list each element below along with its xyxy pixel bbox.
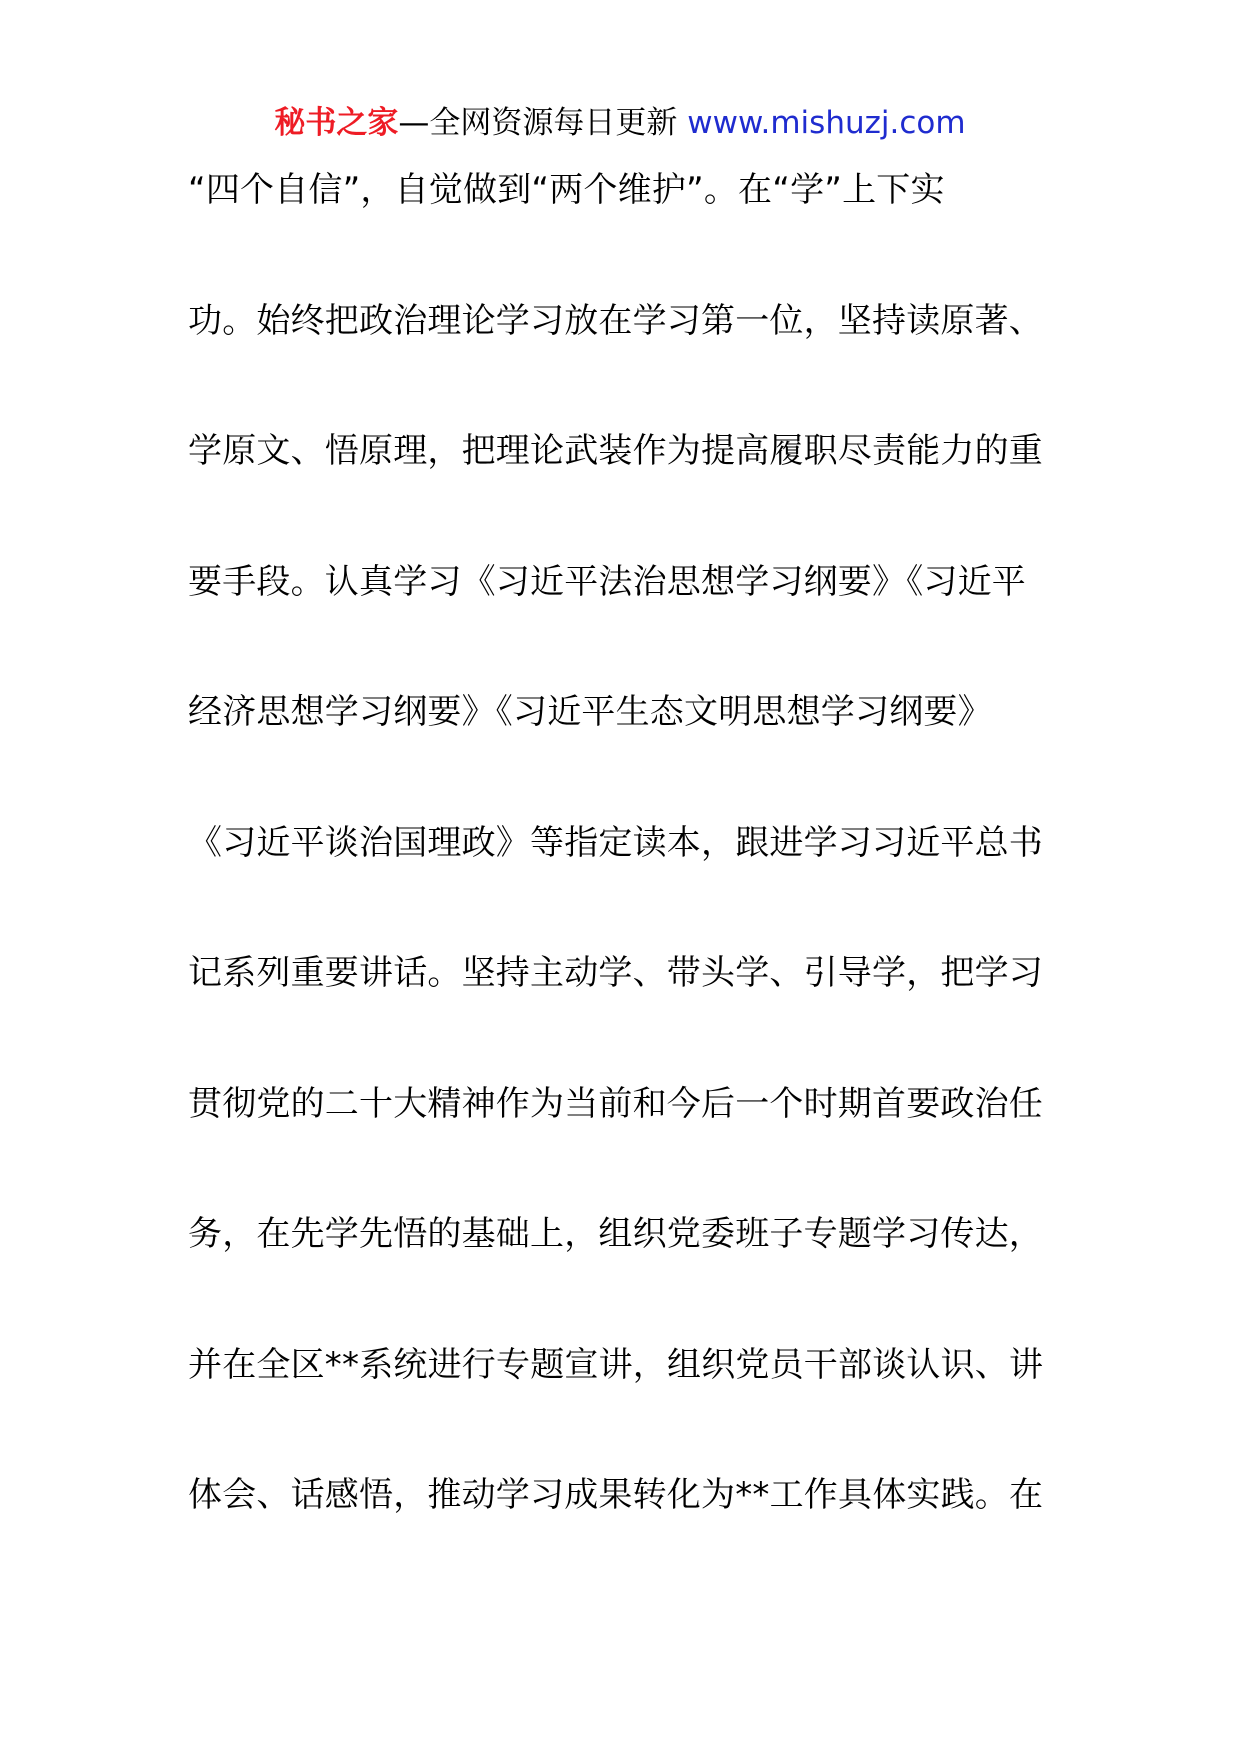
body-line: 《习近平谈治国理政》等指定读本，跟进学习习近平总书 xyxy=(188,822,1043,863)
body-line: 学原文、悟原理，把理论武装作为提高履职尽责能力的重 xyxy=(188,431,1043,471)
page-header xyxy=(0,98,1240,148)
body-line: 要手段。认真学习《习近平法治思想学习纲要》《习近平 xyxy=(188,561,1026,602)
body-line: 务，在先学先悟的基础上，组织党委班子专题学习传达， xyxy=(188,1214,1043,1254)
body-line: 体会、话感悟，推动学习成果转化为**工作具体实践。在 xyxy=(188,1475,1044,1515)
site-url-link[interactable]: www.mishuzj.com xyxy=(687,105,966,141)
document-body xyxy=(188,160,1056,1596)
body-line: 并在全区**系统进行专题宣讲，组织党员干部谈认识、讲 xyxy=(188,1344,1044,1385)
brand-name: 秘书之家 xyxy=(274,105,399,141)
header-tagline: —全网资源每日更新 xyxy=(398,105,688,141)
body-line: 功。始终把政治理论学习放在学习第一位，坚持读原著、 xyxy=(188,300,1043,341)
body-line: “四个自信”，自觉做到“两个维护”。在“学”上下实 xyxy=(188,170,945,210)
body-line: 经济思想学习纲要》《习近平生态文明思想学习纲要》 xyxy=(188,692,992,732)
body-line: 记系列重要讲话。坚持主动学、带头学、引导学，把学习 xyxy=(188,953,1043,993)
body-line: 贯彻党的二十大精神作为当前和今后一个时期首要政治任 xyxy=(188,1083,1043,1124)
